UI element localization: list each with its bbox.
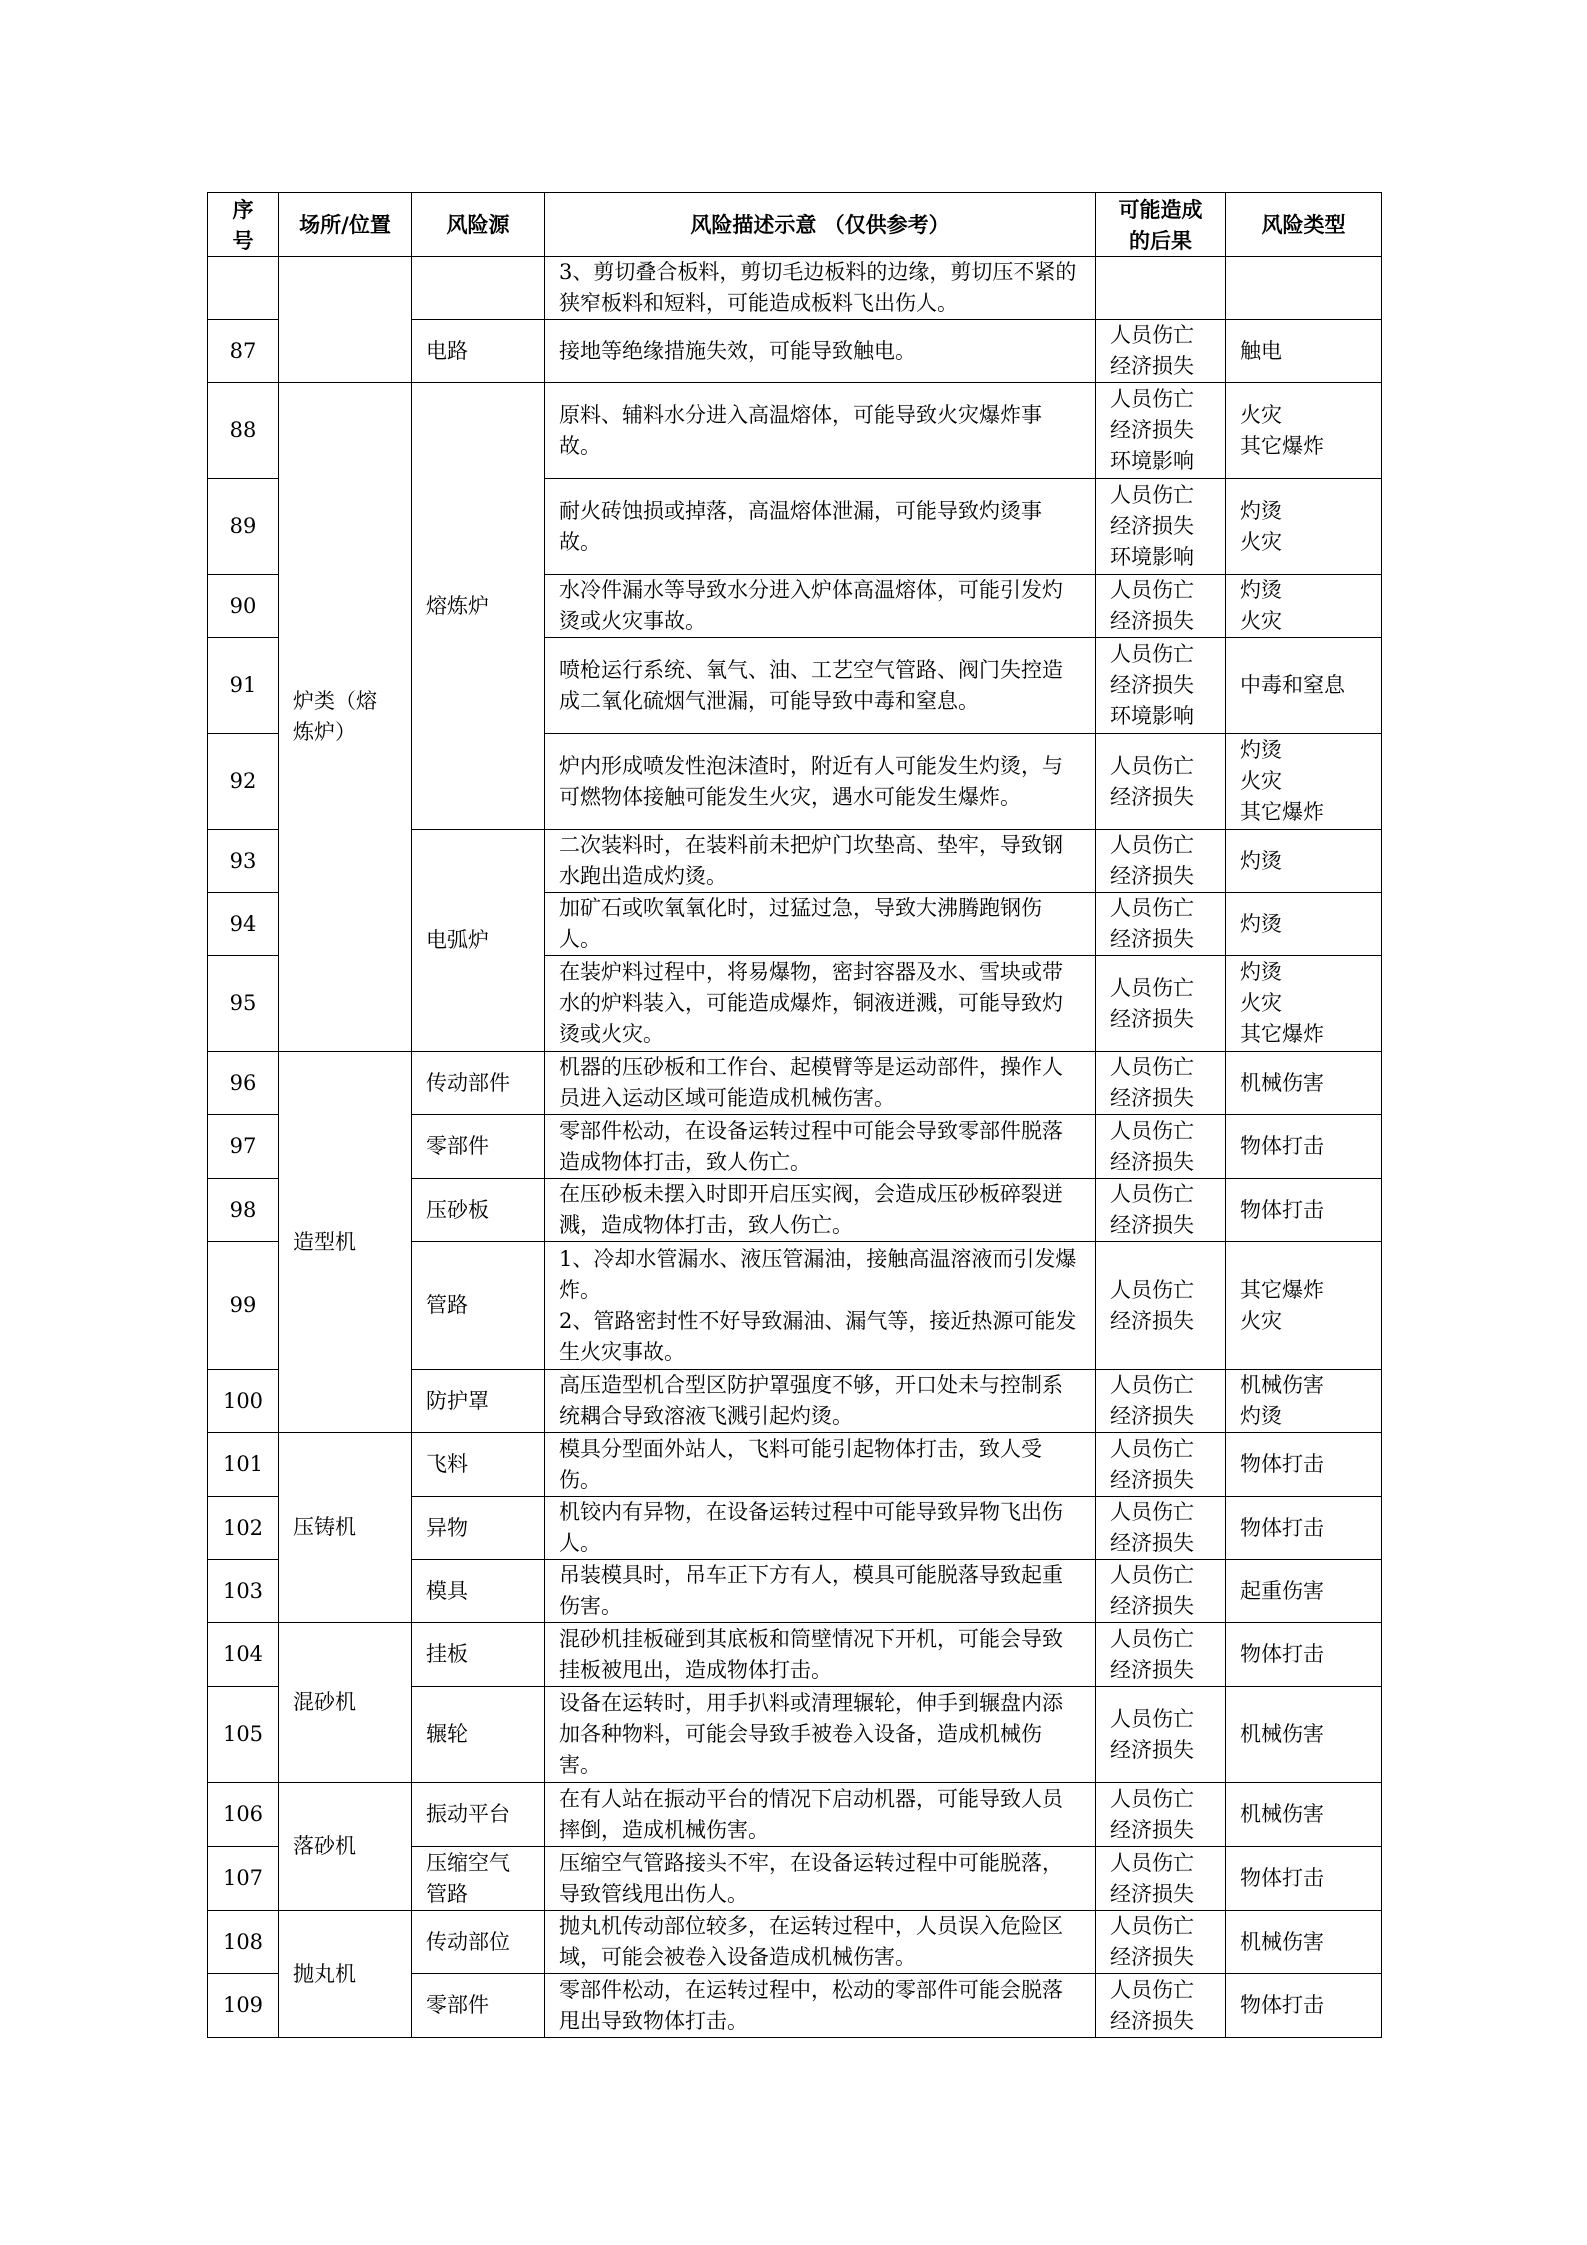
row-type: 机械伤害 灼烫 xyxy=(1226,1370,1382,1433)
table-row xyxy=(208,1911,1382,1974)
row-desc: 1、冷却水管漏水、液压管漏油，接触高温溶液而引发爆炸。 2、管路密封性不好导致漏油、漏气等，接近热源可能发生火灾事故。 xyxy=(545,1242,1096,1370)
row-source: 防护罩 xyxy=(412,1370,545,1433)
row-no: 87 xyxy=(208,320,279,383)
row-desc: 机铰内有异物，在设备运转过程中可能导致异物飞出伤人。 xyxy=(545,1497,1096,1560)
row-desc: 混砂机挂板碰到其底板和筒壁情况下开机，可能会导致挂板被甩出，造成物体打击。 xyxy=(545,1623,1096,1687)
row-no: 97 xyxy=(208,1115,279,1179)
row-consequence: 人员伤亡 经济损失 xyxy=(1096,1974,1226,2038)
row-source: 零部件 xyxy=(412,1115,545,1179)
row-desc: 水冷件漏水等导致水分进入炉体高温熔体，可能引发灼烫或火灾事故。 xyxy=(545,575,1096,638)
row-source: 异物 xyxy=(412,1497,545,1560)
row-desc: 二次装料时，在装料前未把炉门坎垫高、垫牢，导致钢水跑出造成灼烫。 xyxy=(545,830,1096,893)
row-type: 物体打击 xyxy=(1226,1179,1382,1242)
row-type: 灼烫 xyxy=(1226,893,1382,956)
row-source: 压缩空气管路 xyxy=(412,1847,545,1911)
row-consequence: 人员伤亡 经济损失 xyxy=(1096,1497,1226,1560)
row-desc: 接地等绝缘措施失效，可能导致触电。 xyxy=(545,320,1096,383)
row-consequence: 人员伤亡 经济损失 环境影响 xyxy=(1096,479,1226,575)
row-source: 压砂板 xyxy=(412,1179,545,1242)
row-desc: 在压砂板未摆入时即开启压实阀，会造成压砂板碎裂迸溅，造成物体打击，致人伤亡。 xyxy=(545,1179,1096,1242)
row-source: 管路 xyxy=(412,1242,545,1370)
row-type: 灼烫 火灾 xyxy=(1226,575,1382,638)
row-desc: 设备在运转时，用手扒料或清理辗轮，伸手到辗盘内添加各种物料，可能会导致手被卷入设备，造成机械伤害。 xyxy=(545,1687,1096,1783)
row-no: 108 xyxy=(208,1911,279,1974)
row-type: 物体打击 xyxy=(1226,1497,1382,1560)
row-consequence: 人员伤亡 经济损失 xyxy=(1096,575,1226,638)
row-source: 熔炼炉 xyxy=(412,383,545,830)
row-type: 其它爆炸 火灾 xyxy=(1226,1242,1382,1370)
row-consequence: 人员伤亡 经济损失 xyxy=(1096,830,1226,893)
header-row xyxy=(208,193,1382,257)
row-desc: 零部件松动，在设备运转过程中可能会导致零部件脱落造成物体打击，致人伤亡。 xyxy=(545,1115,1096,1179)
row-desc: 抛丸机传动部位较多，在运转过程中，人员误入危险区域，可能会被卷入设备造成机械伤害。 xyxy=(545,1911,1096,1974)
row-type: 中毒和窒息 xyxy=(1226,638,1382,734)
row-place xyxy=(279,257,412,383)
row-source: 零部件 xyxy=(412,1974,545,2038)
row-desc: 在装炉料过程中，将易爆物，密封容器及水、雪块或带水的炉料装入，可能造成爆炸，铜液迸溅，可能导致灼烫或火灾。 xyxy=(545,956,1096,1052)
row-type: 机械伤害 xyxy=(1226,1783,1382,1847)
row-consequence: 人员伤亡 经济损失 xyxy=(1096,1847,1226,1911)
table-row xyxy=(208,383,1382,479)
row-source: 传动部件 xyxy=(412,1052,545,1115)
row-consequence: 人员伤亡 经济损失 xyxy=(1096,734,1226,830)
row-consequence: 人员伤亡 经济损失 xyxy=(1096,1370,1226,1433)
row-source: 振动平台 xyxy=(412,1783,545,1847)
row-desc: 在有人站在振动平台的情况下启动机器，可能导致人员摔倒，造成机械伤害。 xyxy=(545,1783,1096,1847)
row-desc: 炉内形成喷发性泡沫渣时，附近有人可能发生灼烫，与可燃物体接触可能发生火灾，遇水可能发生爆炸。 xyxy=(545,734,1096,830)
row-desc: 模具分型面外站人，飞料可能引起物体打击，致人受伤。 xyxy=(545,1433,1096,1497)
row-no xyxy=(208,257,279,320)
row-desc: 喷枪运行系统、氧气、油、工艺空气管路、阀门失控造成二氧化硫烟气泄漏，可能导致中毒和窒息。 xyxy=(545,638,1096,734)
row-consequence: 人员伤亡 经济损失 xyxy=(1096,893,1226,956)
row-no: 93 xyxy=(208,830,279,893)
header-place: 场所/位置 xyxy=(279,193,412,257)
row-type: 机械伤害 xyxy=(1226,1052,1382,1115)
row-consequence: 人员伤亡 经济损失 xyxy=(1096,956,1226,1052)
table-row xyxy=(208,257,1382,320)
row-no: 104 xyxy=(208,1623,279,1687)
row-type: 物体打击 xyxy=(1226,1623,1382,1687)
row-place: 炉类（熔炼炉） xyxy=(279,383,412,1052)
row-desc: 压缩空气管路接头不牢，在设备运转过程中可能脱落，导致管线甩出伤人。 xyxy=(545,1847,1096,1911)
row-consequence: 人员伤亡 经济损失 xyxy=(1096,1242,1226,1370)
row-type: 灼烫 火灾 xyxy=(1226,479,1382,575)
row-type: 物体打击 xyxy=(1226,1974,1382,2038)
row-desc: 加矿石或吹氧氧化时，过猛过急，导致大沸腾跑钢伤人。 xyxy=(545,893,1096,956)
row-place: 落砂机 xyxy=(279,1783,412,1911)
row-source: 挂板 xyxy=(412,1623,545,1687)
row-no: 100 xyxy=(208,1370,279,1433)
row-no: 91 xyxy=(208,638,279,734)
row-desc: 原料、辅料水分进入高温熔体，可能导致火灾爆炸事故。 xyxy=(545,383,1096,479)
row-no: 95 xyxy=(208,956,279,1052)
row-no: 96 xyxy=(208,1052,279,1115)
row-no: 105 xyxy=(208,1687,279,1783)
row-no: 102 xyxy=(208,1497,279,1560)
row-desc: 吊装模具时，吊车正下方有人，模具可能脱落导致起重伤害。 xyxy=(545,1560,1096,1623)
row-type: 机械伤害 xyxy=(1226,1687,1382,1783)
row-no: 98 xyxy=(208,1179,279,1242)
row-type: 物体打击 xyxy=(1226,1847,1382,1911)
row-no: 88 xyxy=(208,383,279,479)
row-desc: 机器的压砂板和工作台、起模臂等是运动部件，操作人员进入运动区域可能造成机械伤害。 xyxy=(545,1052,1096,1115)
row-type: 起重伤害 xyxy=(1226,1560,1382,1623)
row-no: 92 xyxy=(208,734,279,830)
row-no: 106 xyxy=(208,1783,279,1847)
row-consequence: 人员伤亡 经济损失 环境影响 xyxy=(1096,383,1226,479)
row-consequence: 人员伤亡 经济损失 xyxy=(1096,1623,1226,1687)
row-place: 抛丸机 xyxy=(279,1911,412,2038)
row-type: 灼烫 xyxy=(1226,830,1382,893)
row-place: 压铸机 xyxy=(279,1433,412,1623)
row-type xyxy=(1226,257,1382,320)
header-desc: 风险描述示意 （仅供参考） xyxy=(545,193,1096,257)
row-consequence xyxy=(1096,257,1226,320)
row-type: 触电 xyxy=(1226,320,1382,383)
table-row xyxy=(208,1783,1382,1847)
row-desc: 3、剪切叠合板料，剪切毛边板料的边缘，剪切压不紧的狭窄板料和短料，可能造成板料飞出伤人。 xyxy=(545,257,1096,320)
row-consequence: 人员伤亡 经济损失 xyxy=(1096,1433,1226,1497)
row-no: 90 xyxy=(208,575,279,638)
row-consequence: 人员伤亡 经济损失 xyxy=(1096,1115,1226,1179)
row-desc: 耐火砖蚀损或掉落，高温熔体泄漏，可能导致灼烫事故。 xyxy=(545,479,1096,575)
row-consequence: 人员伤亡 经济损失 xyxy=(1096,1911,1226,1974)
row-type: 火灾 其它爆炸 xyxy=(1226,383,1382,479)
row-type: 物体打击 xyxy=(1226,1115,1382,1179)
row-source: 传动部位 xyxy=(412,1911,545,1974)
row-no: 109 xyxy=(208,1974,279,2038)
row-type: 物体打击 xyxy=(1226,1433,1382,1497)
row-desc: 高压造型机合型区防护罩强度不够，开口处未与控制系统耦合导致溶液飞溅引起灼烫。 xyxy=(545,1370,1096,1433)
row-no: 99 xyxy=(208,1242,279,1370)
row-consequence: 人员伤亡 经济损失 xyxy=(1096,1052,1226,1115)
row-consequence: 人员伤亡 经济损失 xyxy=(1096,320,1226,383)
header-type: 风险类型 xyxy=(1226,193,1382,257)
row-consequence: 人员伤亡 经济损失 xyxy=(1096,1560,1226,1623)
row-no: 101 xyxy=(208,1433,279,1497)
row-source: 电弧炉 xyxy=(412,830,545,1052)
row-no: 107 xyxy=(208,1847,279,1911)
row-no: 89 xyxy=(208,479,279,575)
header-source: 风险源 xyxy=(412,193,545,257)
risk-table xyxy=(207,192,1382,2038)
row-no: 94 xyxy=(208,893,279,956)
row-type: 灼烫 火灾 其它爆炸 xyxy=(1226,956,1382,1052)
row-place: 造型机 xyxy=(279,1052,412,1433)
row-consequence: 人员伤亡 经济损失 xyxy=(1096,1687,1226,1783)
row-no: 103 xyxy=(208,1560,279,1623)
row-source: 电路 xyxy=(412,320,545,383)
row-consequence: 人员伤亡 经济损失 xyxy=(1096,1783,1226,1847)
row-source: 辗轮 xyxy=(412,1687,545,1783)
row-consequence: 人员伤亡 经济损失 xyxy=(1096,1179,1226,1242)
row-place: 混砂机 xyxy=(279,1623,412,1783)
row-type: 灼烫 火灾 其它爆炸 xyxy=(1226,734,1382,830)
header-consequence: 可能造成 的后果 xyxy=(1096,193,1226,257)
row-consequence: 人员伤亡 经济损失 环境影响 xyxy=(1096,638,1226,734)
table-row xyxy=(208,1433,1382,1497)
table-row xyxy=(208,1623,1382,1687)
row-source xyxy=(412,257,545,320)
row-desc: 零部件松动，在运转过程中，松动的零部件可能会脱落甩出导致物体打击。 xyxy=(545,1974,1096,2038)
row-source: 飞料 xyxy=(412,1433,545,1497)
row-source: 模具 xyxy=(412,1560,545,1623)
table-row xyxy=(208,1052,1382,1115)
header-no: 序 号 xyxy=(208,193,279,257)
row-type: 机械伤害 xyxy=(1226,1911,1382,1974)
